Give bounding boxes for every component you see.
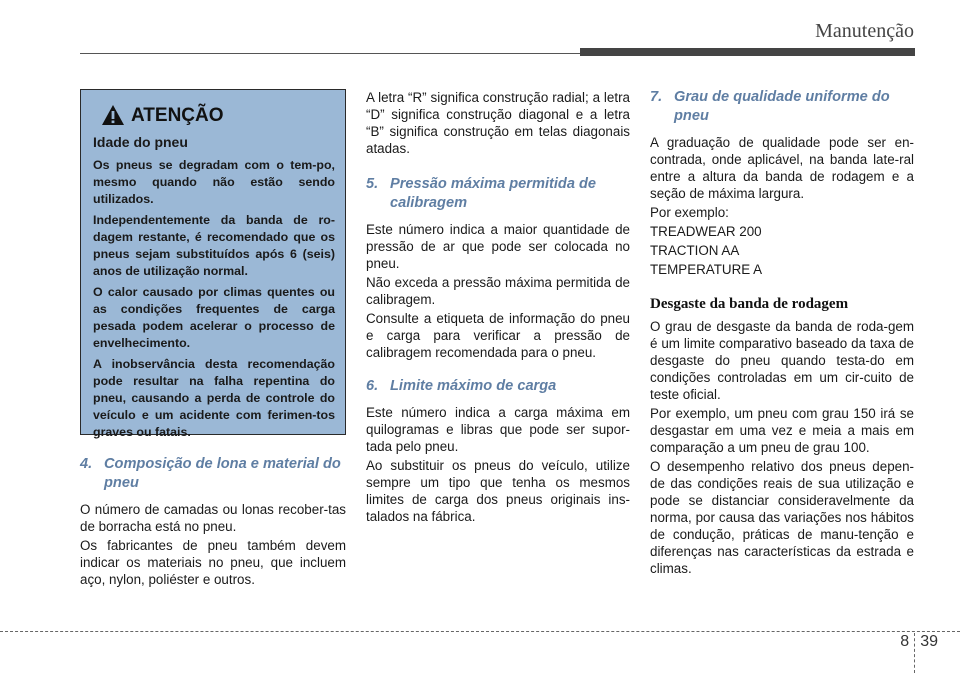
- warning-paragraph: A inobservância desta recomendação pode resultar na falha repentina do pneu, causando a perda de controle do veículo e um acidente com ferimen-tos graves ou fatais.: [93, 357, 335, 439]
- column-middle: [366, 89, 630, 527]
- chapter-number: 8: [900, 633, 910, 650]
- column-right: [650, 85, 914, 579]
- body-paragraph: Os fabricantes de pneu também devem indicar os materiais no pneu, que incluem aço, nylon, poliéster e outros.: [80, 538, 346, 587]
- body-paragraph: O desempenho relativo dos pneus depen-de das condições reais de sua utilização e pode se distanciar consideravelmente da norma, por causa das variações nos hábitos de condução, práticas de manu-tenção e diferenças nas características da estrada e climas.: [650, 459, 914, 576]
- body-paragraph: Por exemplo, um pneu com grau 150 irá se desgastar em uma vez e meia a mais em comparação a um pneu de grau 100.: [650, 406, 914, 455]
- body-paragraph: Consulte a etiqueta de informação do pneu e carga para verificar a pressão de calibragem recomendada para o pneu.: [366, 311, 630, 360]
- section-title: Pressão máxima permitida de calibragem: [390, 176, 597, 211]
- section-title: Grau de qualidade uniforme do pneu: [674, 89, 890, 124]
- section-number: 4.: [80, 456, 93, 472]
- section-heading: [366, 377, 630, 396]
- page-number: [900, 633, 938, 673]
- warning-heading: [101, 104, 335, 126]
- warning-triangle-icon: [101, 104, 125, 126]
- body-paragraph: A letra “R” significa construção radial; a letra “D” significa construção diagonal e a letra “B” significa construção em telas diagonais atadas.: [366, 90, 630, 156]
- subsection-heading: Desgaste da banda de rodagem: [650, 296, 849, 312]
- example-line: TREADWEAR 200: [650, 224, 762, 239]
- column-left: [80, 85, 346, 590]
- section-number: 7.: [650, 89, 663, 105]
- body-paragraph: Não exceda a pressão máxima permitida de calibragem.: [366, 275, 630, 307]
- body-paragraph: Ao substituir os pneus do veículo, utilize sempre um tipo que tenha os mesmos limites de carga dos pneus originais ins-talados na fábrica.: [366, 458, 630, 524]
- section-heading: [650, 88, 914, 126]
- running-header-title: Manutenção: [815, 20, 914, 42]
- page-number-divider: [914, 633, 915, 673]
- body-paragraph: O número de camadas ou lonas recober-tas de borracha está no pneu.: [80, 502, 346, 534]
- warning-paragraph: Independentemente da banda de ro-dagem restante, é recomendado que os pneus sejam substituídos após 6 (seis) anos de utilização normal.: [93, 213, 335, 278]
- section-number: 6.: [366, 378, 379, 394]
- body-paragraph: A graduação de qualidade pode ser en-contrada, onde aplicável, na banda late-ral entre a altura da banda de rodagem e a seção de máxima largura.: [650, 135, 914, 201]
- body-paragraph: Por exemplo:: [650, 205, 729, 220]
- header-bar: [580, 48, 915, 56]
- section-heading: [366, 175, 630, 213]
- warning-paragraph: Os pneus se degradam com o tem-po, mesmo quando não estão sendo utilizados.: [93, 158, 335, 206]
- warning-subtitle: Idade do pneu: [93, 134, 188, 150]
- section-heading: [80, 455, 346, 493]
- example-line: TEMPERATURE A: [650, 262, 763, 277]
- warning-paragraph: O calor causado por climas quentes ou as condições frequentes de carga pesada podem acelerar o processo de envelhecimento.: [93, 285, 335, 350]
- section-title: Composição de lona e material do pneu: [104, 456, 341, 491]
- section-title: Limite máximo de carga: [390, 378, 557, 394]
- section-number: 5.: [366, 176, 379, 192]
- body-paragraph: O grau de desgaste da banda de roda-gem é um limite comparativo baseado da taxa de desgaste do pneu quando testa-do em condições controladas em um cir-cuito de teste oficial.: [650, 319, 914, 402]
- footer-rule: [0, 631, 960, 632]
- warning-label: ATENÇÃO: [131, 104, 224, 126]
- page-number-value: 39: [920, 633, 938, 650]
- header-rule: [80, 53, 580, 54]
- body-paragraph: Este número indica a maior quantidade de pressão de ar que pode ser colocada no pneu.: [366, 222, 630, 271]
- warning-box: [80, 89, 346, 439]
- example-line: TRACTION AA: [650, 243, 740, 258]
- body-paragraph: Este número indica a carga máxima em quilogramas e libras que pode ser supor-tada pelo pneu.: [366, 405, 630, 454]
